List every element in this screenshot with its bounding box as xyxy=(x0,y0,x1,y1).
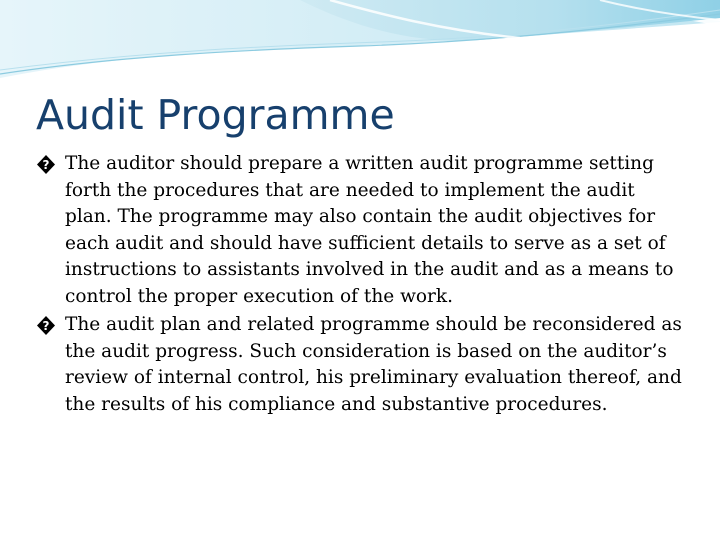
slide-title: Audit Programme xyxy=(36,91,395,139)
bullet-list xyxy=(36,151,686,420)
bullet-text: The audit plan and related programme should be reconsidered as the audit progress. Such consideration is based on the auditor’s review of internal control, his preliminary evaluation thereof, and the results of his compliance and substantive procedures. xyxy=(65,314,682,415)
bullet-text: The auditor should prepare a written audit programme setting forth the procedures that are needed to implement the audit plan. The programme may also contain the audit objectives for each audit and should have sufficient details to serve as a set of instructions to assistants involved in the audit and as a means to control the proper execution of the work. xyxy=(65,153,674,307)
wave-header-decoration xyxy=(0,0,720,80)
svg-text:?: ? xyxy=(42,319,50,333)
bullet-item xyxy=(36,151,686,310)
unknown-glyph-icon xyxy=(36,315,56,336)
svg-text:?: ? xyxy=(42,158,50,172)
bullet-item xyxy=(36,312,686,418)
unknown-glyph-icon xyxy=(36,154,56,175)
